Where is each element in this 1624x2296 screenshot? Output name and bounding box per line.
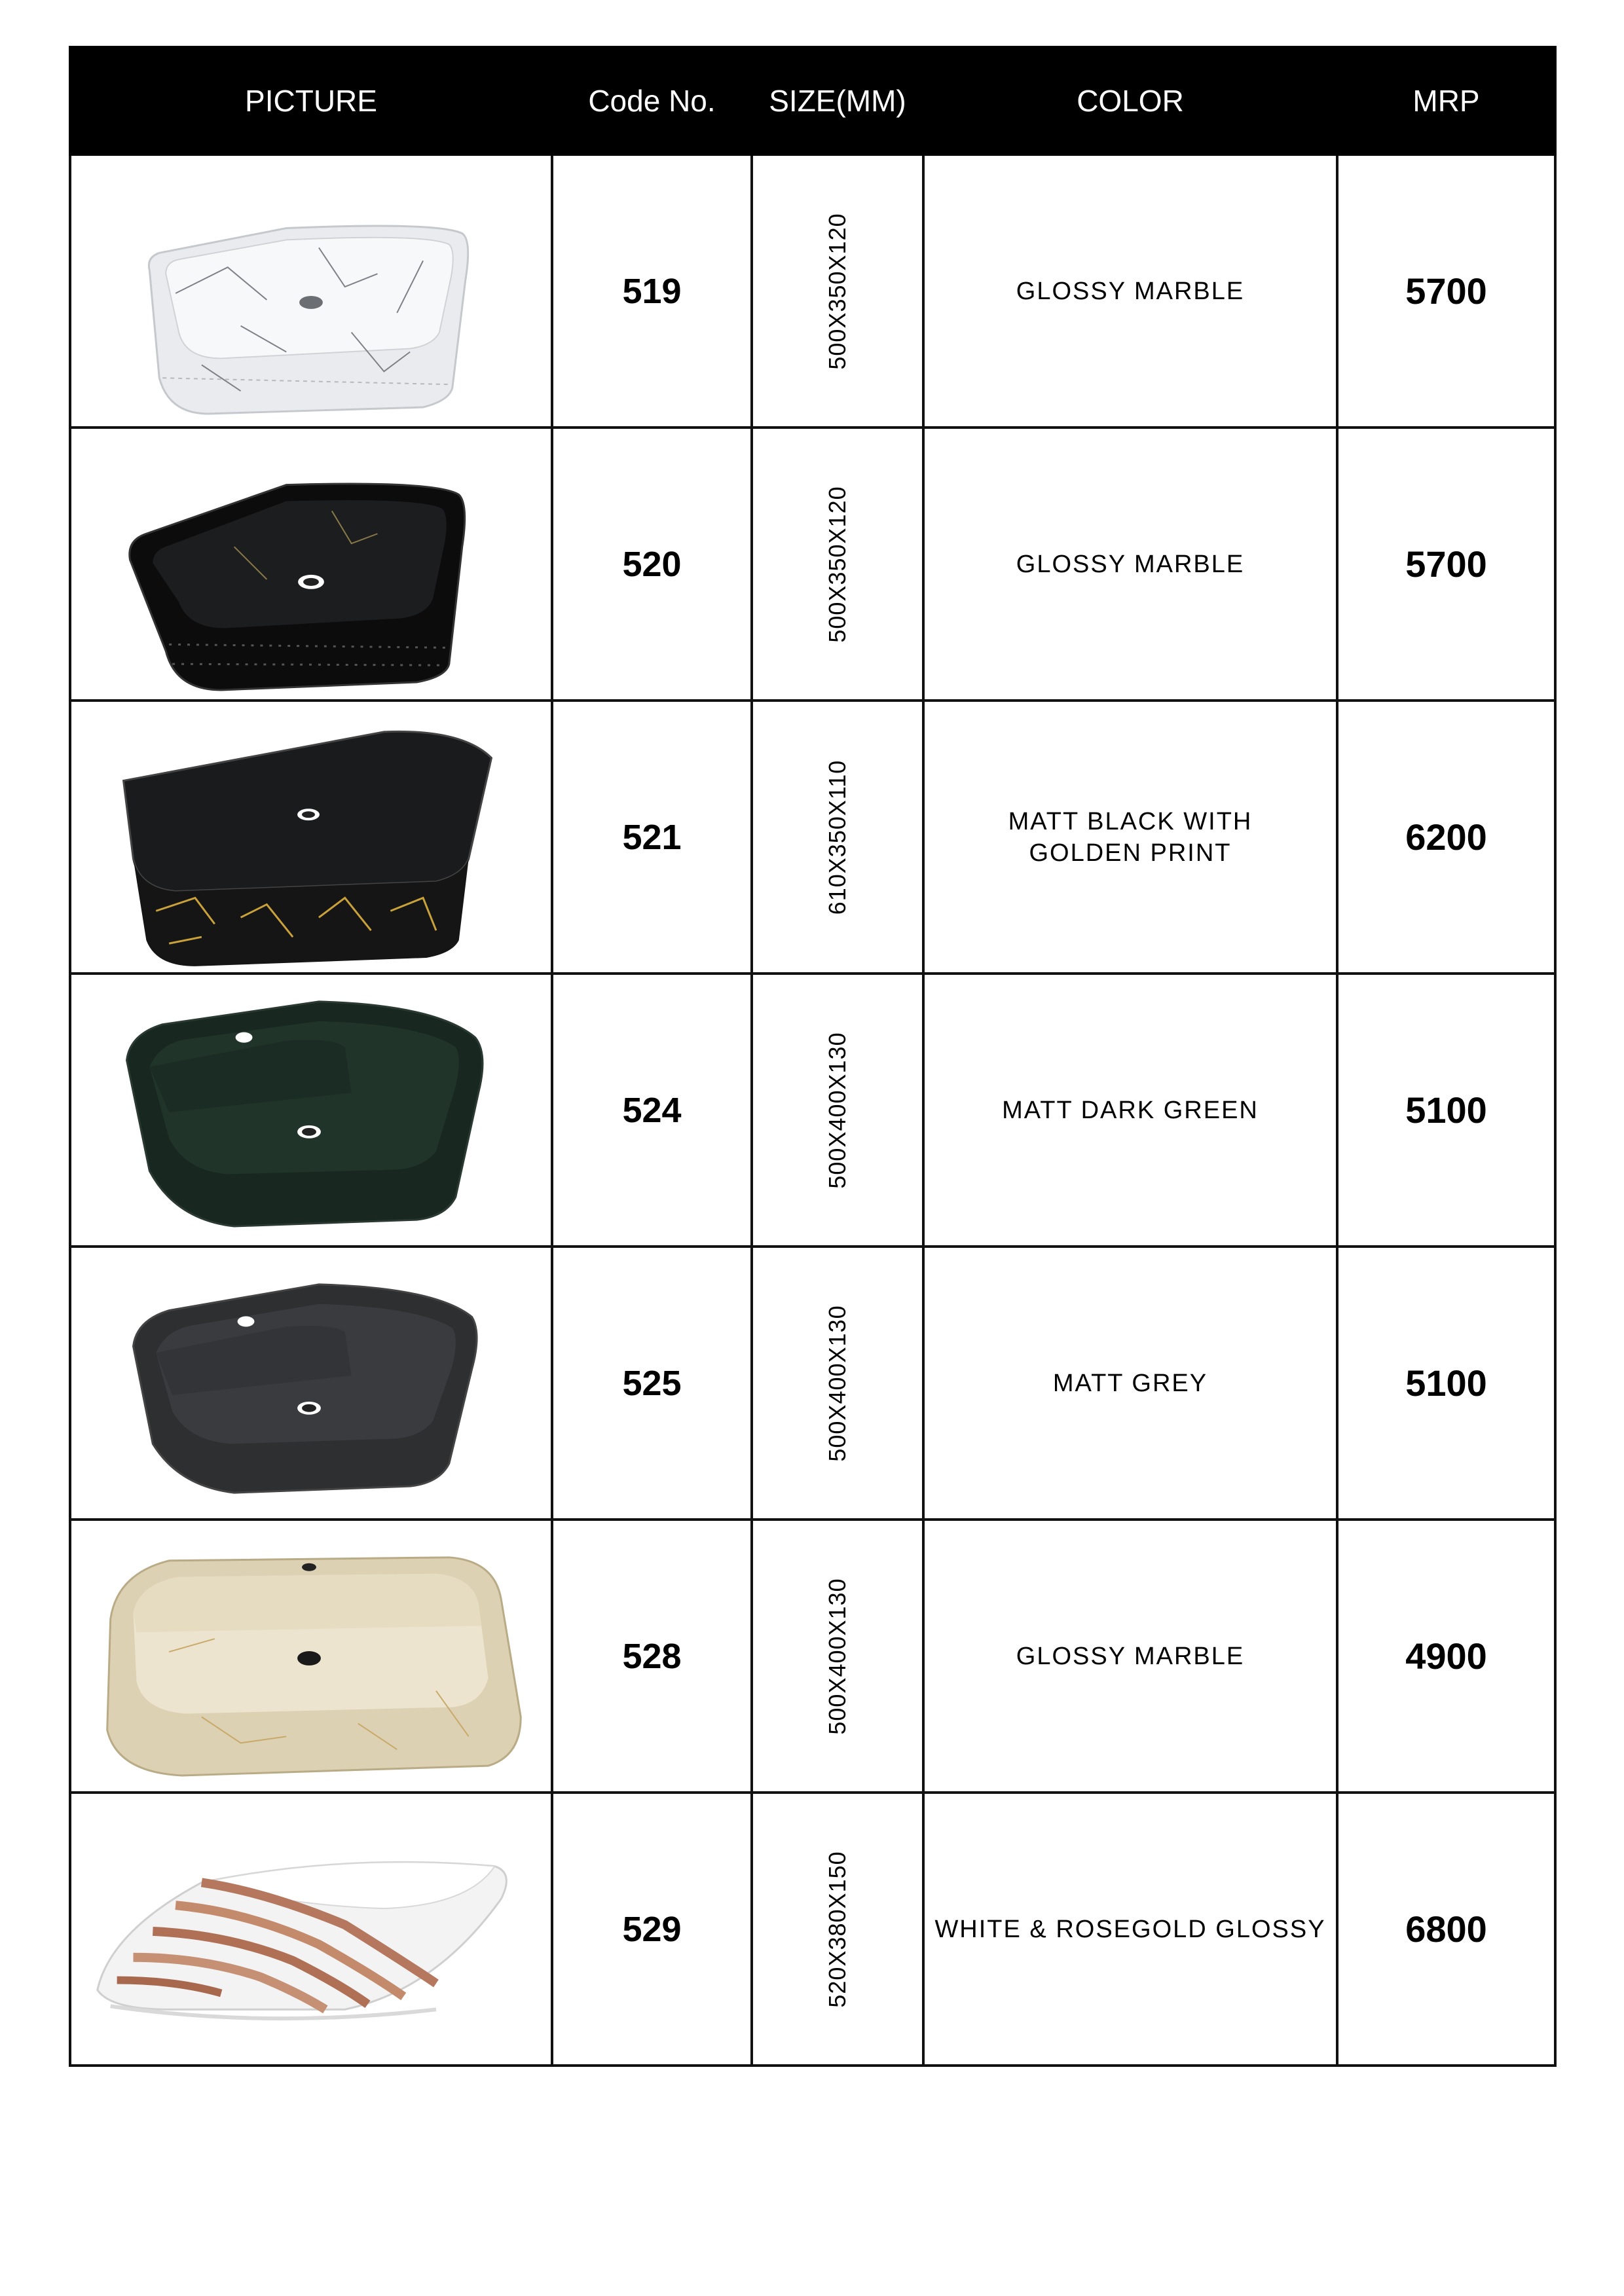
product-picture-cell [70,974,552,1247]
header-picture: PICTURE [70,47,552,155]
table-row [70,974,1555,1247]
color-cell: WHITE & ROSEGOLD GLOSSY [923,1793,1337,2066]
size-cell [752,428,923,701]
size-cell [752,701,923,974]
header-size: SIZE(MM) [752,47,923,155]
size-cell [752,155,923,428]
size-text: 520X380X150 [824,1850,851,2008]
header-code: Code No. [552,47,752,155]
code-cell: 520 [552,428,752,701]
product-picture-cell [70,1520,552,1793]
black-marble-basin-image [71,429,551,699]
cream-marble-basin-image [71,1521,551,1791]
mrp-cell: 5700 [1337,155,1555,428]
size-text: 610X350X110 [824,759,851,915]
code-cell: 519 [552,155,752,428]
size-text: 500X350X120 [824,212,851,370]
table-row [70,1247,1555,1520]
dark-green-basin-image [71,975,551,1245]
code-cell: 529 [552,1793,752,2066]
mrp-cell: 4900 [1337,1520,1555,1793]
code-cell: 525 [552,1247,752,1520]
color-cell: GLOSSY MARBLE [923,1520,1337,1793]
color-cell: MATT DARK GREEN [923,974,1337,1247]
size-text: 500X350X120 [824,485,851,643]
color-cell: GLOSSY MARBLE [923,155,1337,428]
table-row [70,155,1555,428]
color-cell: MATT BLACK WITH GOLDEN PRINT [923,701,1337,974]
product-picture-cell [70,1247,552,1520]
color-cell: MATT GREY [923,1247,1337,1520]
product-picture-cell [70,701,552,974]
size-text: 500X400X130 [824,1577,851,1735]
size-cell [752,1793,923,2066]
mrp-cell: 5700 [1337,428,1555,701]
color-cell: GLOSSY MARBLE [923,428,1337,701]
product-picture-cell [70,155,552,428]
table-row [70,1520,1555,1793]
product-picture-cell [70,428,552,701]
table-row [70,701,1555,974]
mrp-cell: 6800 [1337,1793,1555,2066]
product-table [69,46,1557,2067]
code-cell: 528 [552,1520,752,1793]
size-text: 500X400X130 [824,1304,851,1462]
mrp-cell: 5100 [1337,974,1555,1247]
header-color: COLOR [923,47,1337,155]
size-cell [752,1520,923,1793]
header-row [70,47,1555,155]
table-row [70,1793,1555,2066]
size-cell [752,974,923,1247]
header-mrp: MRP [1337,47,1555,155]
mrp-cell: 5100 [1337,1247,1555,1520]
code-cell: 521 [552,701,752,974]
white-rosegold-basin-image [71,1794,551,2064]
white-marble-basin-image [71,156,551,426]
mrp-cell: 6200 [1337,701,1555,974]
matt-black-gold-basin-image [71,702,551,972]
product-picture-cell [70,1793,552,2066]
size-cell [752,1247,923,1520]
table-row [70,428,1555,701]
size-text: 500X400X130 [824,1031,851,1189]
grey-basin-image [71,1248,551,1518]
code-cell: 524 [552,974,752,1247]
